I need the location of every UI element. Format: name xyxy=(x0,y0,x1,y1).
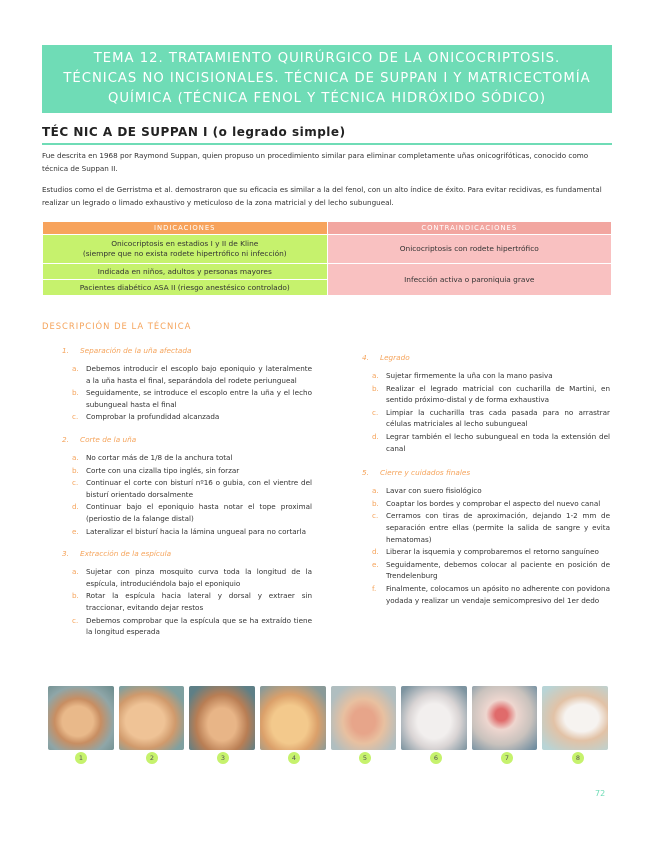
procedure-photo xyxy=(48,686,114,750)
item-letter: f. xyxy=(372,583,377,593)
step-item xyxy=(62,477,312,500)
step-item xyxy=(362,510,610,545)
indications-header: INDICACIONES xyxy=(43,222,328,235)
technique-step xyxy=(362,468,610,606)
intro-paragraph-2: Estudios como el de Gerristma et al. demostraron que su eficacia es similar a la del fenol, con un alto índice de éxito. Para evitar recidivas, es fundamental realizar un legrado o limado exhaustivo y meticuloso de la zona matricial y del lecho subungueal. xyxy=(42,185,602,207)
item-letter: c. xyxy=(72,412,79,422)
item-letter: b. xyxy=(372,498,379,508)
item-text: Legrar también el lecho subungueal en toda la extensión del canal xyxy=(386,431,610,453)
item-text: Finalmente, colocamos un apósito no adherente con povidona yodada y realizar un vendaje semicompresivo del 1er dedo xyxy=(386,583,610,605)
item-text: Debemos comprobar que la espícula que se ha extraído tiene la longitud esperada xyxy=(86,615,312,637)
item-text: Lateralizar el bisturí hacia la lámina ungueal para no cortarla xyxy=(86,526,307,536)
item-letter: c. xyxy=(72,615,79,625)
item-letter: d. xyxy=(72,502,79,512)
item-letter: e. xyxy=(372,559,379,569)
indication-cell: Indicada en niños, adultos y personas mayores xyxy=(43,264,328,280)
step-item xyxy=(62,363,312,386)
item-text: Corte con una cizalla tipo inglés, sin forzar xyxy=(86,465,240,475)
header-line-3: QUÍMICA (TÉCNICA FENOL Y TÉCNICA HIDRÓXIDO SÓDICO) xyxy=(107,91,547,106)
technique-step xyxy=(62,435,312,537)
step-title: Legrado xyxy=(380,353,410,362)
page-number: 72 xyxy=(595,789,606,798)
step-item xyxy=(362,370,610,382)
item-text: Sujetar firmemente la uña con la mano pasiva xyxy=(386,371,553,380)
item-letter: a. xyxy=(372,486,379,496)
description-heading: DESCRIPCIÓN DE LA TÉCNICA xyxy=(42,321,192,331)
steps-right-column xyxy=(362,353,610,613)
contraindications-header: CONTRAINDICACIONES xyxy=(327,222,612,235)
item-text: Limpiar la cucharilla tras cada pasada para no arrastrar células matriciales al lecho subungueal xyxy=(386,407,610,429)
photo-number-badge: 8 xyxy=(572,752,584,764)
step-item xyxy=(362,498,610,510)
step-title: Separación de la uña afectada xyxy=(80,346,192,355)
step-item xyxy=(362,431,610,454)
step-number: 4. xyxy=(362,353,369,362)
step-title: Extracción de la espícula xyxy=(80,549,172,559)
item-text: Sujetar con pinza mosquito curva toda la longitud de la espícula, introduciéndola bajo el eponiquio xyxy=(86,567,312,588)
technique-step xyxy=(362,353,610,454)
indication-cell: Pacientes diabético ASA II (riesgo anestésico controlado) xyxy=(43,280,328,296)
chapter-header xyxy=(42,45,612,113)
steps-left-column xyxy=(62,346,312,645)
photo-number-badge: 7 xyxy=(501,752,513,764)
item-letter: d. xyxy=(372,431,379,441)
step-item xyxy=(62,526,312,538)
step-item xyxy=(62,615,312,638)
item-text: Seguidamente, debemos colocar al paciente en posición de Trendelenburg xyxy=(386,559,610,581)
step-item xyxy=(62,566,312,589)
contraindication-cell: Infección activa o paroniquia grave xyxy=(327,264,612,296)
item-letter: a. xyxy=(372,371,379,380)
step-item xyxy=(62,411,312,423)
item-letter: d. xyxy=(372,547,379,557)
photo-number-badge: 1 xyxy=(75,752,87,764)
technique-step xyxy=(62,346,312,423)
item-letter: b. xyxy=(72,465,79,475)
item-letter: a. xyxy=(72,452,79,462)
contraindication-cell: Onicocriptosis con rodete hipertrófico xyxy=(327,235,612,264)
item-letter: a. xyxy=(72,567,79,577)
item-letter: b. xyxy=(72,388,79,398)
step-heading xyxy=(362,468,610,477)
item-text: Coaptar los bordes y comprobar el aspecto del nuevo canal xyxy=(386,498,601,508)
indications-table xyxy=(42,221,612,296)
indication-line: Onicocriptosis en estadios I y II de Kline xyxy=(111,239,259,248)
item-letter: b. xyxy=(372,383,379,393)
step-item xyxy=(62,590,312,613)
step-item xyxy=(62,387,312,410)
header-line-2: TÉCNICAS NO INCISIONALES. TÉCNICA DE SUPPAN I Y MATRICECTOMÍA xyxy=(63,71,591,86)
step-number: 5. xyxy=(362,468,369,478)
step-item xyxy=(362,485,610,497)
step-number: 3. xyxy=(62,549,69,559)
step-item xyxy=(62,465,312,477)
indication-cell xyxy=(43,235,328,264)
procedure-photo xyxy=(401,686,467,750)
item-text: Comprobar la profundidad alcanzada xyxy=(86,412,220,422)
step-heading xyxy=(62,346,312,355)
photo-number-badge: 2 xyxy=(146,752,158,764)
procedure-photo xyxy=(189,686,255,750)
procedure-photo xyxy=(119,686,185,750)
photo-number-badge: 6 xyxy=(430,752,442,764)
item-text: Continuar el corte con bisturí nº16 o gubia, con el vientre del bisturí orientado dorsalmente xyxy=(86,478,312,499)
step-heading xyxy=(62,549,312,558)
step-title: Corte de la uña xyxy=(80,434,137,444)
procedure-photo xyxy=(331,686,397,750)
step-item xyxy=(62,501,312,524)
item-text: Continuar bajo el eponiquio hasta notar el tope proximal (periostio de la falange distal) xyxy=(86,502,312,523)
procedure-photo xyxy=(260,686,326,750)
photo-number-badge: 3 xyxy=(217,752,229,764)
procedure-photo xyxy=(472,686,538,750)
indication-line: (siempre que no exista rodete hipertrófico ni infección) xyxy=(82,249,287,258)
item-letter: c. xyxy=(372,407,379,417)
item-text: Liberar la isquemia y comprobaremos el retorno sanguíneo xyxy=(386,547,599,557)
item-letter: c. xyxy=(72,478,79,488)
item-text: Rotar la espícula hacia lateral y dorsal y extraer sin traccionar, evitando dejar restos xyxy=(86,591,312,612)
step-number: 2. xyxy=(62,434,69,444)
step-item xyxy=(362,583,610,606)
photo-number-badge: 5 xyxy=(359,752,371,764)
item-text: No cortar más de 1/8 de la anchura total xyxy=(86,452,233,462)
step-item xyxy=(362,383,610,406)
step-number: 1. xyxy=(62,346,69,355)
intro-paragraph-1: Fue descrita en 1968 por Raymond Suppan, quien propuso un procedimiento similar para eliminar completamente uñas onicogrifóticas, conocido como técnica de Suppan II. xyxy=(42,151,589,173)
item-letter: e. xyxy=(72,526,79,536)
step-item xyxy=(362,407,610,430)
item-letter: a. xyxy=(72,364,79,373)
item-text: Debemos introducir el escoplo bajo eponiquio y lateralmente a la uña hasta el final, separándola del rodete periungueal xyxy=(86,364,312,385)
item-text: Lavar con suero fisiológico xyxy=(386,486,482,496)
step-title: Cierre y cuidados finales xyxy=(380,468,471,478)
step-item xyxy=(362,559,610,582)
technique-step xyxy=(62,549,312,638)
item-letter: c. xyxy=(372,511,379,521)
procedure-photo xyxy=(542,686,608,750)
item-letter: b. xyxy=(72,591,79,601)
item-text: Cerramos con tiras de aproximación, dejando 1-2 mm de separación entre ellas (permite la salida de sangre y evita hematomas) xyxy=(386,511,610,544)
photo-number-row xyxy=(48,752,608,766)
step-item xyxy=(362,546,610,558)
photo-number-badge: 4 xyxy=(288,752,300,764)
item-text: Realizar el legrado matricial con cucharilla de Martini, en sentido próximo-distal y de forma exhaustiva xyxy=(386,383,610,405)
header-line-1: TEMA 12. TRATAMIENTO QUIRÚRGICO DE LA ONICOCRIPTOSIS. xyxy=(93,51,561,66)
step-item xyxy=(62,452,312,464)
item-text: Seguidamente, se introduce el escoplo entre la uña y el lecho subungueal hasta el final xyxy=(86,388,312,409)
procedure-photo-strip xyxy=(48,686,608,750)
step-heading xyxy=(362,353,610,362)
step-heading xyxy=(62,435,312,444)
section-title: TÉC NIC A DE SUPPAN I (o legrado simple) xyxy=(42,123,612,145)
